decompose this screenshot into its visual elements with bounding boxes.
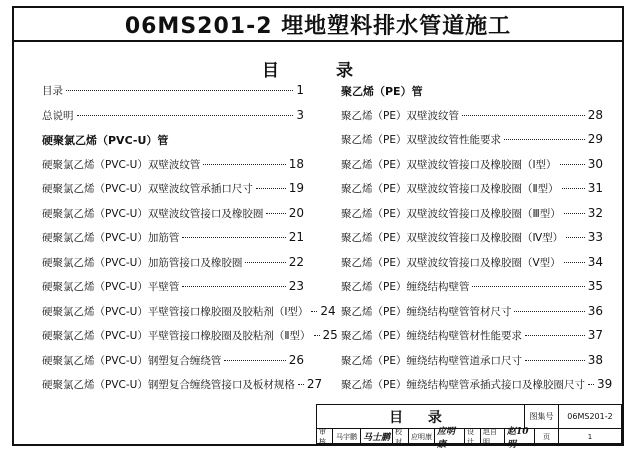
toc-entry-page: 27 (306, 377, 323, 391)
toc-entry (42, 157, 304, 182)
toc-entry-page: 30 (587, 156, 603, 171)
toc-leader-dots (462, 115, 585, 116)
toc-entry-label: 聚乙烯（PE）缠绕结构壁管承插式接口及橡胶圈尺寸 (341, 379, 585, 391)
toc-entry-label: 聚乙烯（PE）双壁波纹管接口及橡胶圈（Ⅴ型） (341, 256, 561, 269)
toc-entry-label: 聚乙烯（PE）缠绕结构壁管 (341, 281, 470, 293)
toc-entry-label: 硬聚氯乙烯（PVC-U）钢塑复合缠绕管接口及板材规格 (42, 379, 295, 391)
toc-entry-page: 1 (296, 83, 304, 97)
toc-entry (42, 279, 304, 304)
toc-entry-label: 聚乙烯（PE）缠绕结构壁管道承口尺寸 (341, 354, 522, 367)
toc-leader-dots (525, 335, 585, 336)
toc-entry (341, 132, 603, 157)
toc-leader-dots (564, 262, 585, 263)
toc-entry-label: 聚乙烯（PE）双壁波纹管性能要求 (341, 134, 501, 146)
design-label: 设计 (465, 429, 481, 444)
page-label: 页 (535, 429, 559, 444)
toc-entry-page: 34 (587, 254, 603, 269)
toc-entry-page: 23 (288, 279, 304, 293)
toc-entry-page: 28 (587, 107, 603, 122)
toc-entry-label: 聚乙烯（PE）缠绕结构壁管管材尺寸 (341, 305, 512, 318)
toc-entry-page: 24 (320, 303, 336, 318)
toc-entry-label: 总说明 (42, 109, 74, 122)
toc-entry-page: 25 (322, 328, 338, 342)
toc-entry (341, 230, 603, 255)
toc-leader-dots (472, 286, 584, 287)
toc-entry (341, 328, 603, 353)
design-name: 赵自明 (481, 429, 505, 444)
design-signature: 赵10明 (505, 429, 535, 444)
toc-leader-dots (245, 262, 285, 263)
review-signature: 马士鹏 (361, 429, 393, 444)
toc-entry-label: 硬聚氯乙烯（PVC-U）双壁波纹管承插口尺寸 (42, 183, 253, 195)
toc-entry-page: 26 (288, 352, 304, 367)
title-block-row-top (317, 405, 621, 429)
toc-entry (42, 377, 323, 402)
title-block-row-bottom (317, 426, 621, 450)
toc-entry-label: 聚乙烯（PE）双壁波纹管 (341, 109, 459, 122)
toc-leader-dots (560, 164, 585, 165)
toc-entry-label: 硬聚氯乙烯（PVC-U）平壁管 (42, 281, 180, 293)
toc-leader-dots (311, 311, 317, 312)
toc-entry-page: 18 (288, 156, 304, 171)
toc-leader-dots (182, 237, 285, 238)
title-bar (14, 8, 622, 42)
toc-leader-dots (514, 311, 584, 312)
toc-leader-dots (525, 360, 585, 361)
toc-leader-dots (504, 139, 585, 140)
title-block (316, 404, 622, 450)
toc-entry-label: 硬聚氯乙烯（PVC-U）平壁管接口橡胶圈及胶粘剂（Ⅰ型） (42, 305, 309, 318)
toc-entry-label: 硬聚氯乙烯（PVC-U）双壁波纹管接口及橡胶圈 (42, 207, 264, 220)
page-title: 06MS201-2 埋地塑料排水管道施工 (124, 13, 512, 39)
review-label: 审核 (317, 429, 333, 444)
title-block-title: 目 录 (317, 405, 525, 428)
toc-entry-page: 36 (587, 303, 603, 318)
toc-entry (42, 206, 304, 231)
toc-entry-page: 38 (587, 352, 603, 367)
atlas-number: 06MS201-2 (567, 412, 613, 421)
toc-entry (42, 83, 304, 108)
review-name: 马宇鹏 (333, 429, 361, 444)
toc-section-title: 聚乙烯（PE）管 (341, 85, 423, 98)
toc-leader-dots (564, 213, 585, 214)
toc-entry-label: 目录 (42, 85, 63, 97)
toc-entry-page: 3 (296, 107, 304, 122)
toc-entry (341, 206, 603, 231)
toc-entry (341, 108, 603, 133)
toc-entry-label: 聚乙烯（PE）双壁波纹管接口及橡胶圈（Ⅲ型） (341, 207, 561, 220)
toc-section-title: 硬聚氯乙烯（PVC-U）管 (42, 134, 169, 147)
toc-entry-label: 聚乙烯（PE）缠绕结构壁管材性能要求 (341, 330, 522, 342)
toc-entry-label: 硬聚氯乙烯（PVC-U）加筋管接口及橡胶圈 (42, 256, 243, 269)
toc-leader-dots (224, 360, 285, 361)
toc-entry-label: 聚乙烯（PE）双壁波纹管接口及橡胶圈（Ⅱ型） (341, 183, 559, 195)
toc-entry-page: 31 (587, 181, 603, 195)
toc-leader-dots (182, 286, 285, 287)
toc-leader-dots (588, 384, 594, 385)
toc-entry-label: 硬聚氯乙烯（PVC-U）平壁管接口橡胶圈及胶粘剂（Ⅱ型） (42, 330, 311, 342)
toc-leader-dots (298, 384, 304, 385)
check-signature: 应明康 (435, 429, 465, 444)
toc-heading-right: 录 (336, 61, 353, 81)
toc-entry-page: 20 (288, 205, 304, 220)
toc-entry (341, 157, 603, 182)
toc-leader-dots (256, 188, 286, 189)
toc-entry-page: 32 (587, 205, 603, 220)
toc-right-column (341, 83, 613, 402)
toc-leader-dots (266, 213, 285, 214)
toc-entry (42, 353, 304, 378)
toc-entry (42, 303, 336, 329)
toc-entry (42, 181, 304, 206)
toc-entry-page: 29 (587, 132, 603, 146)
toc-leader-dots (314, 335, 320, 336)
toc-entry-label: 硬聚氯乙烯（PVC-U）双壁波纹管 (42, 158, 201, 171)
toc-entry (341, 255, 603, 280)
page-number: 1 (587, 432, 593, 441)
toc-entry-label: 聚乙烯（PE）双壁波纹管接口及橡胶圈（Ⅳ型） (341, 232, 564, 244)
toc-entry-page: 21 (288, 230, 304, 244)
toc-entry-page: 33 (587, 230, 603, 244)
atlas-label: 图集号 (525, 405, 559, 428)
toc-entry (341, 377, 613, 402)
toc-entry-page: 37 (587, 328, 603, 342)
toc-entry-page: 39 (596, 377, 613, 391)
toc-leader-dots (562, 188, 585, 189)
toc-entry (42, 230, 304, 255)
toc-heading-left: 目 (262, 61, 279, 81)
toc-left-column (42, 83, 338, 402)
check-name: 应明康 (409, 429, 435, 444)
toc-entry (42, 328, 338, 353)
toc-entry (42, 255, 304, 280)
toc-entry-label: 硬聚氯乙烯（PVC-U）加筋管 (42, 232, 180, 244)
toc-entry-page: 19 (288, 181, 304, 195)
toc-leader-dots (66, 90, 293, 91)
toc-entry-page: 22 (288, 254, 304, 269)
toc-entry (341, 304, 603, 329)
toc-entry-page: 35 (587, 279, 603, 293)
toc-entry-label: 聚乙烯（PE）双壁波纹管接口及橡胶圈（Ⅰ型） (341, 158, 557, 171)
toc-leader-dots (77, 115, 294, 116)
drawing-frame (12, 6, 624, 450)
toc-entry (42, 108, 304, 133)
toc-entry (341, 353, 603, 378)
check-label: 校对 (393, 429, 409, 444)
toc-entry (341, 279, 603, 304)
toc-leader-dots (566, 237, 585, 238)
toc-leader-dots (203, 164, 285, 165)
toc-entry (341, 181, 603, 206)
toc-entry-label: 硬聚氯乙烯（PVC-U）钢塑复合缠绕管 (42, 354, 222, 367)
